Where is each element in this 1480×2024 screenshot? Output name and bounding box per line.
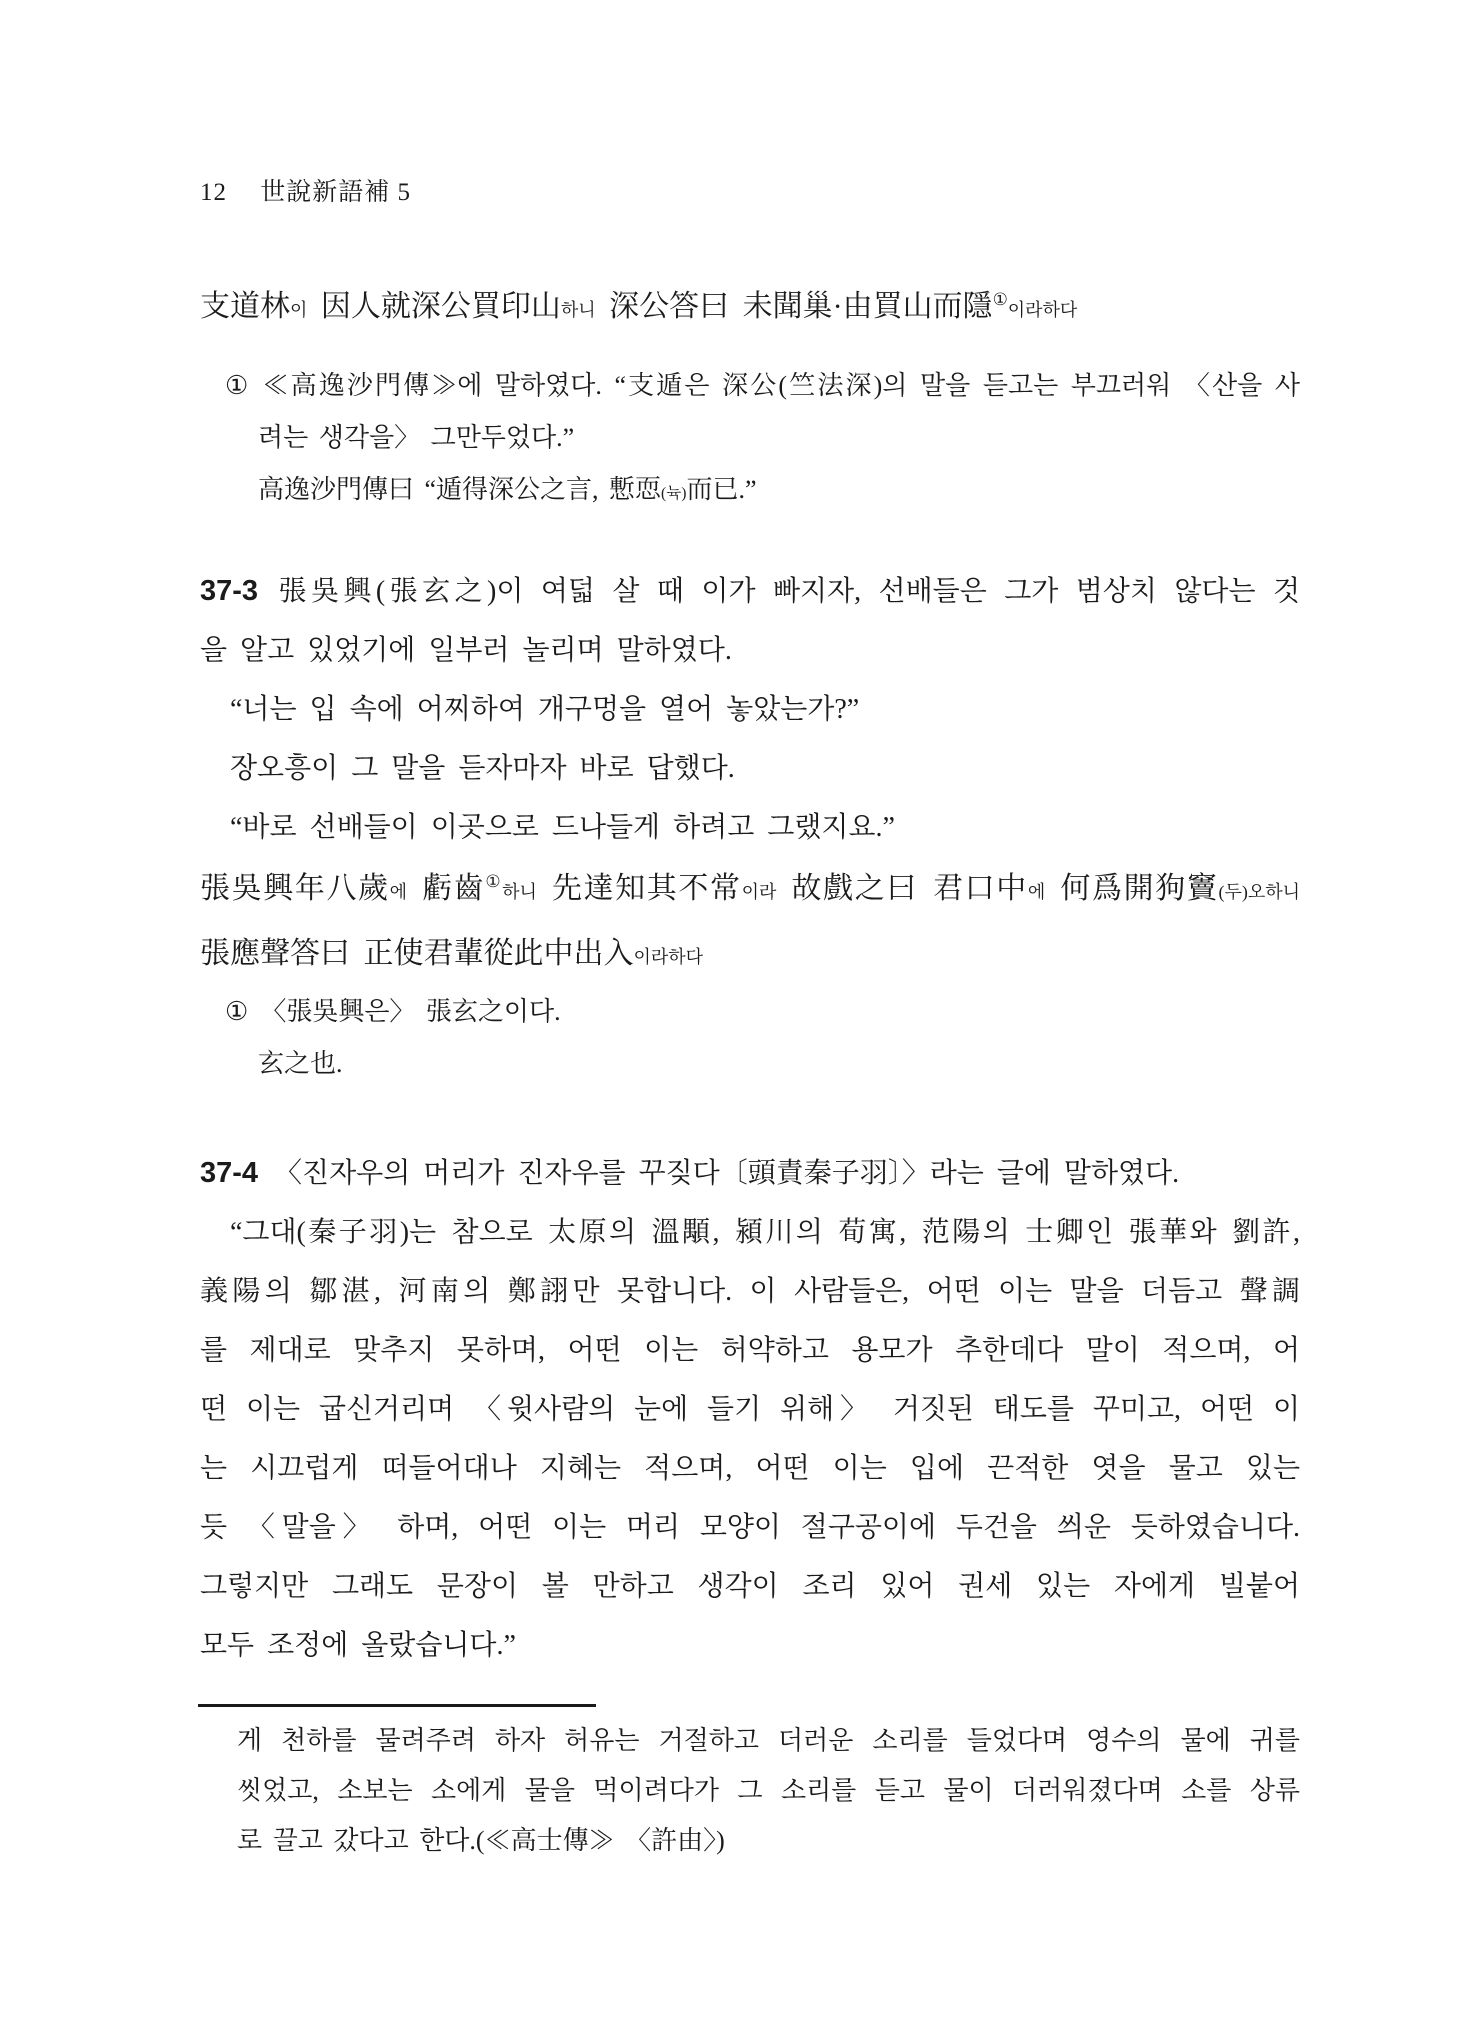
content-area	[200, 0, 1300, 2024]
section-37-4-line-7	[200, 1498, 1300, 1557]
text-run: 先達知其不常	[536, 872, 742, 905]
text-run: 듯 〈말을〉 하며, 어떤 이는 머리 모양이 절구공이에 두건을 씌운 듯하였습니다.	[200, 1512, 1300, 1543]
text-run: “너는 입 속에 어찌하여 개구멍을 열어 놓았는가?”	[230, 694, 860, 725]
block-footnote-1	[200, 360, 1300, 520]
text-run: 高逸沙門傳曰 “遁得深公之言, 慙恧	[258, 475, 662, 504]
block-footnote-cont	[200, 1716, 1300, 1866]
footnote-cont-line-3	[200, 1816, 1300, 1866]
text-run: 장오흥이 그 말을 듣자마자 바로 답했다.	[230, 753, 735, 784]
text-run: 씻었고, 소보는 소에게 물을 먹이려다가 그 소리를 듣고 물이 더러워졌다며 소를 상류	[237, 1776, 1300, 1805]
section-37-4-line-1	[200, 1144, 1300, 1203]
block-footnote-2	[200, 986, 1300, 1090]
footnote-ref: ①	[992, 290, 1008, 309]
section-37-4-line-5	[200, 1380, 1300, 1439]
block-section-37-3	[200, 562, 1300, 857]
section-37-4-line-9	[200, 1616, 1300, 1675]
text-run: 모두 조정에 올랐습니다.”	[200, 1630, 516, 1661]
block-hanmun-1	[200, 269, 1300, 341]
section-37-4-line-8	[200, 1557, 1300, 1616]
section-37-3-line-3	[200, 680, 1300, 739]
gloss-run: 이라하다	[633, 947, 704, 967]
section-37-4-line-6	[200, 1439, 1300, 1498]
gloss-run: 이라하다	[1007, 300, 1078, 320]
footnote-marker: ①	[225, 371, 251, 400]
hanmun-2-line-1	[200, 851, 1300, 923]
text-run: 而已.”	[686, 475, 757, 504]
page-number: 12	[200, 179, 227, 206]
gloss-run: 하니	[502, 882, 537, 902]
section-37-3-line-1	[200, 562, 1300, 621]
footnote-cont-line-1	[200, 1716, 1300, 1766]
text-run: 로 끌고 갔다고 한다.(≪高士傳≫ 〈許由〉)	[237, 1826, 725, 1855]
hanmun-1-line-1	[200, 269, 1300, 341]
text-run: 深公答曰 未聞巢·由買山而隱	[595, 290, 993, 323]
section-37-4-line-3	[200, 1262, 1300, 1321]
text-run: 玄之也.	[258, 1049, 343, 1078]
footnote-2-line-1	[200, 986, 1300, 1038]
gloss-run: (뉵)	[661, 485, 687, 502]
text-run: “그대(秦子羽)는 참으로 太原의 溫顒, 潁川의 荀寓, 范陽의 士卿인 張華와 劉許,	[230, 1217, 1300, 1248]
text-run: 를 제대로 맞추지 못하며, 어떤 이는 허약하고 용모가 추한데다 말이 적으며, 어	[200, 1335, 1300, 1366]
block-section-37-4	[200, 1144, 1300, 1675]
gloss-run: 하니	[560, 300, 596, 320]
footnote-separator	[198, 1704, 596, 1707]
text-run: 는 시끄럽게 떠들어대나 지혜는 적으며, 어떤 이는 입에 끈적한 엿을 물고 있는	[200, 1453, 1300, 1484]
section-37-3-line-4	[200, 739, 1300, 798]
footnote-cont-line-2	[200, 1766, 1300, 1816]
text-run: 何爲開狗竇	[1045, 872, 1219, 905]
text-run: 려는 생각을〉 그만두었다.”	[258, 423, 575, 452]
text-run: 張吳興(張玄之)이 여덟 살 때 이가 빠지자, 선배들은 그가 범상치 않다는 것	[274, 576, 1300, 607]
footnote-1-line-3	[200, 464, 1300, 520]
text-run: ≪高逸沙門傳≫에 말하였다. “支遁은 深公(竺法深)의 말을 듣고는 부끄러워 〈산을 사	[262, 371, 1300, 400]
text-run: “바로 선배들이 이곳으로 드나들게 하려고 그랬지요.”	[230, 812, 895, 843]
text-run: 支道林	[200, 290, 290, 323]
book-title: 世說新語補 5	[260, 179, 412, 206]
block-hanmun-2	[200, 851, 1300, 988]
footnote-1-line-1	[200, 360, 1300, 412]
section-37-4-line-2	[200, 1203, 1300, 1262]
gloss-run: 이	[290, 300, 308, 320]
gloss-run: (두)오하니	[1218, 882, 1301, 902]
section-37-3-line-5	[200, 798, 1300, 857]
text-run: 〈진자우의 머리가 진자우를 꾸짖다〔頭責秦子羽〕〉라는 글에 말하였다.	[274, 1158, 1180, 1189]
footnote-ref: ①	[485, 872, 503, 891]
text-run: 그렇지만 그래도 문장이 볼 만하고 생각이 조리 있어 권세 있는 자에게 빌붙어	[200, 1571, 1300, 1602]
hanmun-2-line-2	[200, 923, 1300, 988]
gloss-run: 에	[1027, 882, 1046, 902]
footnote-1-line-2	[200, 412, 1300, 464]
text-run: 故戲之曰 君口中	[776, 872, 1028, 905]
section-37-4-line-4	[200, 1321, 1300, 1380]
text-run: 을 알고 있었기에 일부러 놀리며 말하였다.	[200, 635, 732, 666]
section-number: 37-3	[200, 575, 259, 607]
text-run: 張吳興年八歲	[200, 872, 390, 905]
text-run: 게 천하를 물려주려 하자 허유는 거절하고 더러운 소리를 들었다며 영수의 물에 귀를	[237, 1726, 1300, 1755]
text-run: 떤 이는 굽신거리며 〈윗사람의 눈에 들기 위해〉 거짓된 태도를 꾸미고, 어떤 이	[200, 1394, 1300, 1425]
gloss-run: 에	[389, 882, 408, 902]
text-run: 張應聲答曰 正使君輩從此中出入	[200, 937, 634, 970]
footnote-2-line-2	[200, 1038, 1300, 1090]
section-number: 37-4	[200, 1157, 259, 1189]
text-run: 因人就深公買印山	[307, 290, 561, 323]
text-run: 虧齒	[407, 872, 486, 905]
footnote-marker: ①	[225, 997, 249, 1026]
gloss-run: 이라	[741, 882, 777, 902]
text-run: 義陽의 鄒湛, 河南의 鄭詡만 못합니다. 이 사람들은, 어떤 이는 말을 더듬고 聲調	[200, 1276, 1300, 1307]
section-37-3-line-2	[200, 621, 1300, 680]
text-run: 〈張吳興은〉 張玄之이다.	[260, 997, 561, 1026]
